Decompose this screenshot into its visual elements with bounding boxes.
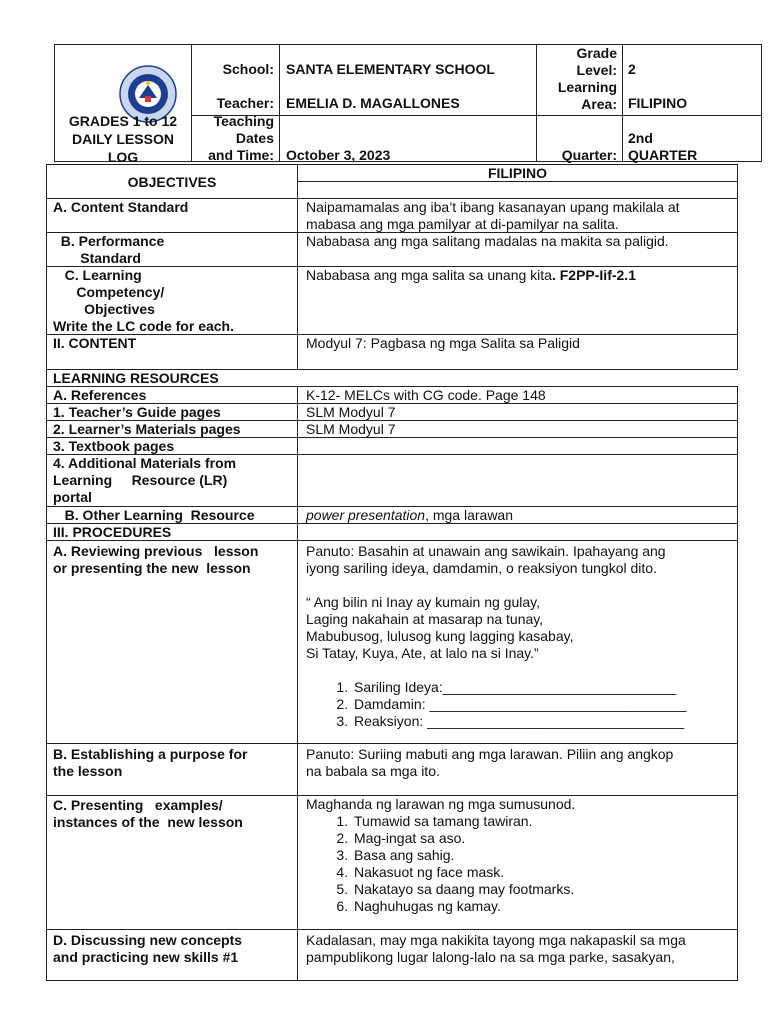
textbook-row bbox=[46, 437, 738, 455]
reflection-list bbox=[306, 679, 729, 730]
content-standard-text: Naipamamalas ang iba’t ibang kasanayan upang makilala at mabasa ang mga pamilyar at di-pamilyar na salita. bbox=[306, 199, 680, 232]
performance-standard-label: B. Performance Standard bbox=[47, 233, 298, 266]
reviewing-row bbox=[46, 540, 738, 744]
additional-materials-label: 4. Additional Materials from Learning Resource (LR) portal bbox=[47, 455, 298, 506]
learning-resources-label: LEARNING RESOURCES bbox=[53, 370, 219, 386]
additional-materials-row bbox=[46, 454, 738, 507]
examples-list bbox=[306, 813, 729, 915]
content-standard-label: A. Content Standard bbox=[47, 199, 298, 232]
presenting-label: C. Presenting examples/ instances of the new lesson bbox=[47, 796, 298, 929]
textbook-label: 3. Textbook pages bbox=[47, 438, 298, 454]
quarter-value: 2nd QUARTER bbox=[628, 130, 698, 163]
header-row-divider bbox=[192, 115, 761, 116]
list-item: 2. Mag-ingat sa aso. bbox=[352, 830, 729, 847]
learners-materials-text: SLM Modyul 7 bbox=[306, 421, 396, 437]
list-item: 4. Nakasuot ng face mask. bbox=[352, 864, 729, 881]
subject-label: FILIPINO bbox=[298, 165, 737, 182]
references-label: A. References bbox=[47, 387, 298, 403]
list-item: 2. Damdamin: _________________________________ bbox=[352, 696, 729, 713]
grade-level-label: Grade Level: bbox=[576, 45, 617, 78]
teachers-guide-label: 1. Teacher’s Guide pages bbox=[47, 404, 298, 420]
list-item: 6. Naghuhugas ng kamay. bbox=[352, 898, 729, 915]
school-value: SANTA ELEMENTARY SCHOOL bbox=[286, 61, 495, 77]
grade-level-value: 2 bbox=[628, 61, 636, 77]
teacher-label: Teacher: bbox=[216, 95, 274, 111]
content-label: II. CONTENT bbox=[47, 335, 298, 369]
purpose-text: Panuto: Suriing mabuti ang mga larawan. Piliin ang angkop na babala sa mga ito. bbox=[306, 746, 674, 779]
references-row bbox=[46, 386, 738, 404]
lc-code: . F2PP-Iif-2.1 bbox=[551, 267, 636, 283]
quarter-label: Quarter: bbox=[561, 147, 617, 163]
procedures-label: III. PROCEDURES bbox=[47, 524, 298, 540]
log-title: GRADES 1 to 12 DAILY LESSON LOG bbox=[68, 113, 178, 165]
learners-materials-row bbox=[46, 420, 738, 438]
poem: “ Ang bilin ni Inay ay kumain ng gulay, Laging nakahain at masarap na tunay, Mabubusog, lulusog kung lagging kasabay, Si Tatay, Kuya, Ate, at lalo na si Inay.” bbox=[306, 594, 574, 661]
other-resources-text: power presentation, mga larawan bbox=[306, 507, 514, 523]
performance-standard-row bbox=[46, 232, 738, 267]
objectives-row bbox=[46, 164, 738, 199]
header-table bbox=[54, 44, 762, 165]
discussing-label: D. Discussing new concepts and practicing new skills #1 bbox=[47, 930, 298, 980]
reviewing-label: A. Reviewing previous lesson or presenting the new lesson bbox=[47, 541, 298, 743]
presenting-row bbox=[46, 795, 738, 930]
learning-area-value: FILIPINO bbox=[628, 95, 688, 111]
discussing-row bbox=[46, 929, 738, 981]
learning-area-label: Learning Area: bbox=[557, 79, 617, 112]
list-item: 5. Nakatayo sa daang may footmarks. bbox=[352, 881, 729, 898]
learning-resources-row bbox=[46, 369, 738, 387]
content-row bbox=[46, 334, 738, 370]
list-item: 3. Reaksiyon: _________________________________ bbox=[352, 713, 729, 730]
other-resources-row bbox=[46, 506, 738, 524]
list-item: 1. Tumawid sa tamang tawiran. bbox=[352, 813, 729, 830]
list-item: 3. Basa ang sahig. bbox=[352, 847, 729, 864]
discussing-text: Kadalasan, may mga nakikita tayong mga nakapaskil sa mga pampublikong lugar lalong-lalo na sa mga parke, sasakyan, bbox=[306, 932, 686, 965]
reviewing-content: Panuto: Basahin at unawain ang sawikain. Ipahayang ang iyong sariling ideya, damdamin, o reaksiyon tungkol dito. “ Ang bilin ni Inay ay kumain ng gulay, Laging nakahain at masarap na tunay, Mabubusog, lulusog kung lagging kasabay, Si Tatay, Kuya, Ate, at lalo na si Inay.” 1. Sariling Ideya:______________________________ 2. Damdamin: _________________________________ 3. Reaksiyon: _________________________________ bbox=[298, 541, 737, 730]
content-standard-row bbox=[46, 198, 738, 233]
other-resources-label: B. Other Learning Resource bbox=[47, 507, 298, 523]
school-label: School: bbox=[222, 61, 274, 77]
presenting-content: Maghanda ng larawan ng mga sumusunod. 1. Tumawid sa tamang tawiran. 2. Mag-ingat sa aso. 3. Basa ang sahig. 4. Nakasuot ng face mask. 5. Nakatayo sa daang may footmarks. 6. Naghuhugas ng kamay. bbox=[298, 796, 737, 915]
objectives-label: OBJECTIVES bbox=[47, 165, 298, 198]
teaching-dates-label: Teaching Dates and Time: bbox=[208, 113, 274, 163]
learning-competency-text: Nababasa ang mga salita sa unang kita. F2PP-Iif-2.1 bbox=[306, 267, 636, 283]
list-item: 1. Sariling Ideya:______________________________ bbox=[352, 679, 729, 696]
dates-value: October 3, 2023 bbox=[286, 147, 391, 163]
learning-competency-row bbox=[46, 266, 738, 335]
teachers-guide-text: SLM Modyul 7 bbox=[306, 404, 396, 420]
references-text: K-12- MELCs with CG code. Page 148 bbox=[306, 387, 546, 403]
teachers-guide-row bbox=[46, 403, 738, 421]
purpose-row bbox=[46, 743, 738, 796]
learners-materials-label: 2. Learner’s Materials pages bbox=[47, 421, 298, 437]
content-text: Modyul 7: Pagbasa ng mga Salita sa Paligid bbox=[306, 335, 580, 351]
performance-standard-text: Nababasa ang mga salitang madalas na makita sa paligid. bbox=[306, 233, 669, 249]
teacher-value: EMELIA D. MAGALLONES bbox=[286, 95, 460, 111]
procedures-row bbox=[46, 523, 738, 541]
purpose-label: B. Establishing a purpose for the lesson bbox=[47, 744, 298, 795]
learning-competency-label: C. Learning Competency/ Objectives Write the LC code for each. bbox=[47, 267, 298, 334]
